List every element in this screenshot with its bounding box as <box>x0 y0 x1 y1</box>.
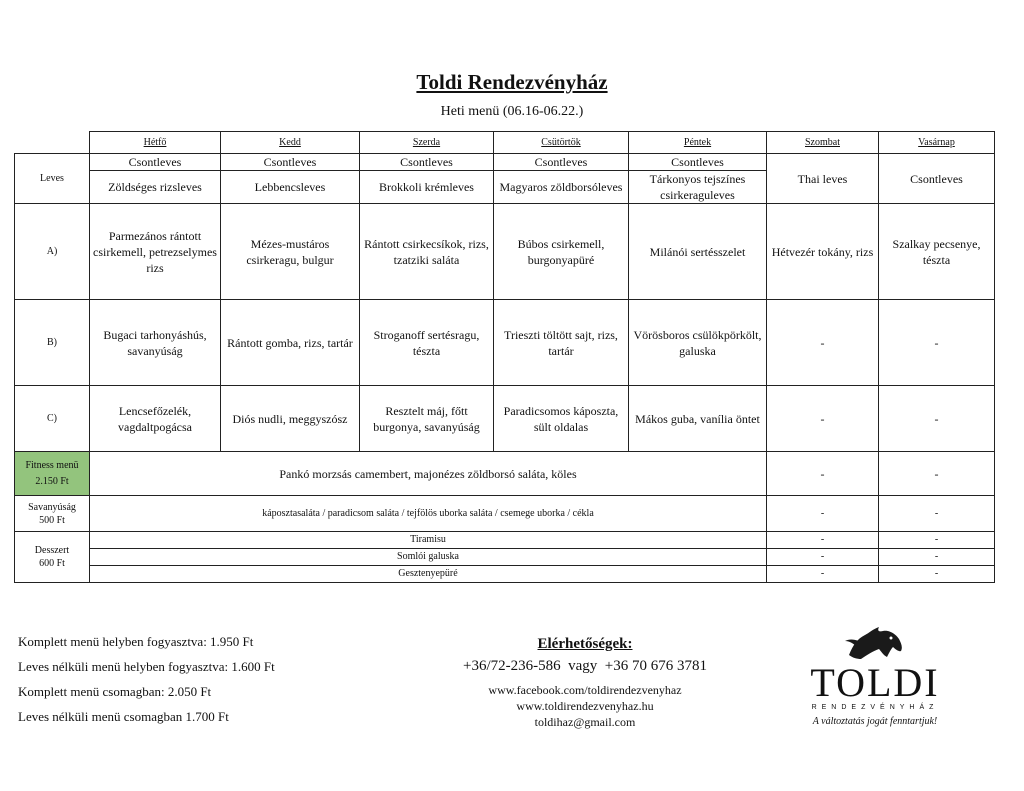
menu-b-vasarnap: - <box>879 300 995 386</box>
menu-b-csutortok: Trieszti töltött sajt, rizs, tartár <box>494 300 629 386</box>
savanyusag-label-price: 500 Ft <box>39 514 65 526</box>
dessert-item-1: Tiramisu <box>90 532 767 549</box>
contacts-facebook-link[interactable]: www.facebook.com/toldirendezvenyhaz <box>488 683 682 697</box>
menu-a-hetfo: Parmezános rántott csirkemell, petrezselymes rizs <box>90 204 221 300</box>
row-label-a: A) <box>15 204 90 300</box>
savanyusag-vasarnap: - <box>879 496 995 532</box>
dessert-3-vasarnap: - <box>879 566 995 583</box>
menu-b-hetfo: Bugaci tarhonyáshús, savanyúság <box>90 300 221 386</box>
savanyusag-label-name: Savanyúság <box>28 501 76 513</box>
dessert-3-szombat: - <box>767 566 879 583</box>
contacts-title: Elérhetőségek: <box>537 636 633 652</box>
row-label-fitness <box>15 452 90 496</box>
empty-corner-cell <box>15 132 90 154</box>
day-header-kedd: Kedd <box>221 132 360 154</box>
menu-c-csutortok: Paradicsomos káposzta, sült oldalas <box>494 386 629 452</box>
menu-c-szerda: Resztelt máj, főtt burgonya, savanyúság <box>360 386 494 452</box>
contacts-block <box>420 634 750 730</box>
soup-2-csutortok: Magyaros zöldborsóleves <box>494 171 629 204</box>
menu-c-hetfo: Lencsefőzelék, vagdaltpogácsa <box>90 386 221 452</box>
price-line: Komplett menü csomagban: 2.050 Ft <box>18 684 212 699</box>
menu-b-szerda: Stroganoff sertésragu, tészta <box>360 300 494 386</box>
contacts-phone: +36/72-236-586 vagy +36 70 676 3781 <box>463 658 707 674</box>
logo-subtitle: RENDEZVÉNYHÁZ <box>811 704 939 711</box>
price-line: Leves nélküli menü helyben fogyasztva: 1.600 Ft <box>18 659 275 674</box>
day-header-pentek: Péntek <box>629 132 767 154</box>
menu-a-szombat: Hétvezér tokány, rizs <box>767 204 879 300</box>
menu-a-vasarnap: Szalkay pecsenye, tészta <box>879 204 995 300</box>
day-header-vasarnap: Vasárnap <box>879 132 995 154</box>
day-header-hetfo: Hétfő <box>90 132 221 154</box>
menu-a-szerda: Rántott csirkecsíkok, rizs, tzatziki saláta <box>360 204 494 300</box>
soup-2-pentek: Tárkonyos tejszínes csirkeraguleves <box>629 171 767 204</box>
row-label-desszert <box>15 532 90 583</box>
menu-c-vasarnap: - <box>879 386 995 452</box>
fitness-szombat: - <box>767 452 879 496</box>
menu-c-kedd: Diós nudli, meggyszósz <box>221 386 360 452</box>
menu-c-pentek: Mákos guba, vanília öntet <box>629 386 767 452</box>
toldi-logo <box>800 625 950 729</box>
fitness-label-price: 2.150 Ft <box>35 475 69 487</box>
price-line: Komplett menü helyben fogyasztva: 1.950 Ft <box>18 634 254 649</box>
soup-2-szerda: Brokkoli krémleves <box>360 171 494 204</box>
price-list <box>18 632 275 732</box>
soup-1-csutortok: Csontleves <box>494 154 629 171</box>
menu-c-szombat: - <box>767 386 879 452</box>
row-label-c: C) <box>15 386 90 452</box>
menu-b-szombat: - <box>767 300 879 386</box>
soup-1-pentek: Csontleves <box>629 154 767 171</box>
dessert-2-szombat: - <box>767 549 879 566</box>
weekly-menu-table <box>14 131 995 583</box>
page-title: Toldi Rendezvényház <box>416 70 608 94</box>
dessert-1-vasarnap: - <box>879 532 995 549</box>
menu-b-pentek: Vörösboros csülökpörkölt, galuska <box>629 300 767 386</box>
dessert-1-szombat: - <box>767 532 879 549</box>
desszert-label-price: 600 Ft <box>39 558 65 569</box>
row-label-leves: Leves <box>15 154 90 204</box>
soup-2-hetfo: Zöldséges rizsleves <box>90 171 221 204</box>
disclaimer-note: A változtatás jogát fenntartjuk! <box>812 716 938 727</box>
fitness-menu-text: Pankó morzsás camembert, majonézes zöldborsó saláta, köles <box>90 452 767 496</box>
dessert-item-3: Gesztenyepüré <box>90 566 767 583</box>
price-line: Leves nélküli menü csomagban 1.700 Ft <box>18 709 229 724</box>
day-header-szombat: Szombat <box>767 132 879 154</box>
soup-1-hetfo: Csontleves <box>90 154 221 171</box>
page-subtitle: Heti menü (06.16-06.22.) <box>440 104 584 119</box>
fitness-label-name: Fitness menü <box>25 459 79 471</box>
soup-1-kedd: Csontleves <box>221 154 360 171</box>
horse-head-icon <box>843 625 907 661</box>
row-label-b: B) <box>15 300 90 386</box>
row-label-savanyusag <box>15 496 90 532</box>
menu-b-kedd: Rántott gomba, rizs, tartár <box>221 300 360 386</box>
logo-brand: TOLDI <box>810 660 940 705</box>
savanyusag-text: káposztasaláta / paradicsom saláta / tejfölös uborka saláta / csemege uborka / cékla <box>90 496 767 532</box>
soup-1-szerda: Csontleves <box>360 154 494 171</box>
soup-szombat: Thai leves <box>767 154 879 204</box>
dessert-item-2: Somlói galuska <box>90 549 767 566</box>
savanyusag-szombat: - <box>767 496 879 532</box>
menu-a-pentek: Milánói sertésszelet <box>629 204 767 300</box>
contacts-email-link[interactable]: toldihaz@gmail.com <box>534 715 636 729</box>
soup-vasarnap: Csontleves <box>879 154 995 204</box>
desszert-label-name: Desszert <box>34 545 70 556</box>
day-header-csutortok: Csütörtök <box>494 132 629 154</box>
menu-a-kedd: Mézes-mustáros csirkeragu, bulgur <box>221 204 360 300</box>
soup-2-kedd: Lebbencsleves <box>221 171 360 204</box>
menu-a-csutortok: Búbos csirkemell, burgonyapüré <box>494 204 629 300</box>
contacts-website-link[interactable]: www.toldirendezvenyhaz.hu <box>516 699 654 713</box>
day-header-szerda: Szerda <box>360 132 494 154</box>
dessert-2-vasarnap: - <box>879 549 995 566</box>
fitness-vasarnap: - <box>879 452 995 496</box>
